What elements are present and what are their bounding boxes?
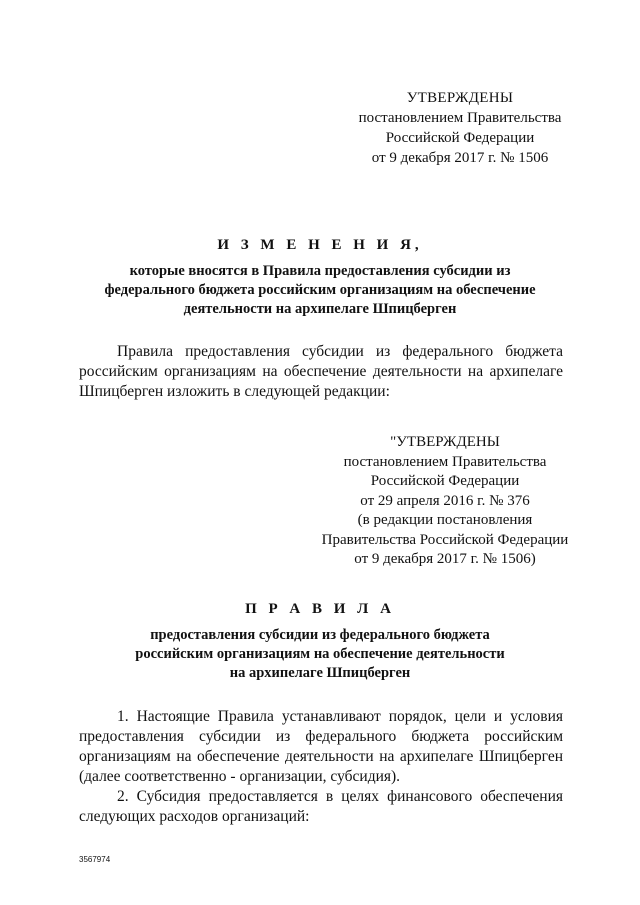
- rules-subtitle-line: предоставления субсидии из федерального бюджета: [150, 627, 490, 643]
- rules-approval-line: Российской Федерации: [370, 473, 520, 489]
- approval-title: УТВЕРЖДЕНЫ: [406, 90, 514, 106]
- rules-approval-line: от 9 декабря 2017 г. № 1506): [354, 551, 536, 567]
- footer-document-code: 3567974: [79, 855, 111, 864]
- rules-approval-line: (в редакции постановления: [357, 512, 533, 528]
- rules-subtitle-line: российским организациям на обеспечение деятельности: [135, 646, 505, 662]
- intro-paragraph-text: Правила предоставления субсидии из федерального бюджета российским организациям на обеспечение деятельности на архипелаге Шпицберген изложить в следующей редакции:: [79, 343, 563, 400]
- changes-title: И З М Е Н Е Н И Я,: [217, 237, 423, 253]
- rules-paragraph-1: 1. Настоящие Правила устанавливают порядок, цели и условия предоставления субсидии из федерального бюджета российским организациям на обеспечение деятельности на архипелаге Шпицберген (далее соответственно - организации, субсидия).: [79, 708, 563, 785]
- rules-subtitle-line: на архипелаге Шпицберген: [229, 665, 411, 681]
- changes-subtitle-line: деятельности на архипелаге Шпицберген: [183, 301, 457, 317]
- intro-paragraph: [79, 342, 563, 402]
- rules-approval-block: [290, 433, 600, 570]
- approval-line-1: постановлением Правительства: [358, 110, 562, 126]
- rules-paragraph-2: 2. Субсидия предоставляется в целях финансового обеспечения следующих расходов организаций:: [79, 788, 563, 825]
- rules-title: П Р А В И Л А: [245, 601, 395, 617]
- changes-subtitle-line: которые вносятся в Правила предоставления субсидии из: [129, 263, 511, 279]
- rules-body: [79, 707, 563, 827]
- rules-approval-line: от 29 апреля 2016 г. № 376: [360, 492, 530, 509]
- approval-line-2: Российской Федерации: [385, 130, 535, 146]
- changes-subtitle: [90, 262, 550, 319]
- header-approval-block: [330, 88, 590, 168]
- rules-approval-line: "УТВЕРЖДЕНЫ: [390, 434, 500, 450]
- rules-subtitle: [90, 626, 550, 683]
- approval-line-3: от 9 декабря 2017 г. № 1506: [371, 150, 549, 166]
- rules-approval-line: Правительства Российской Федерации: [321, 531, 569, 548]
- rules-approval-line: постановлением Правительства: [343, 453, 547, 470]
- changes-subtitle-line: федерального бюджета российским организациям на обеспечение: [104, 282, 536, 298]
